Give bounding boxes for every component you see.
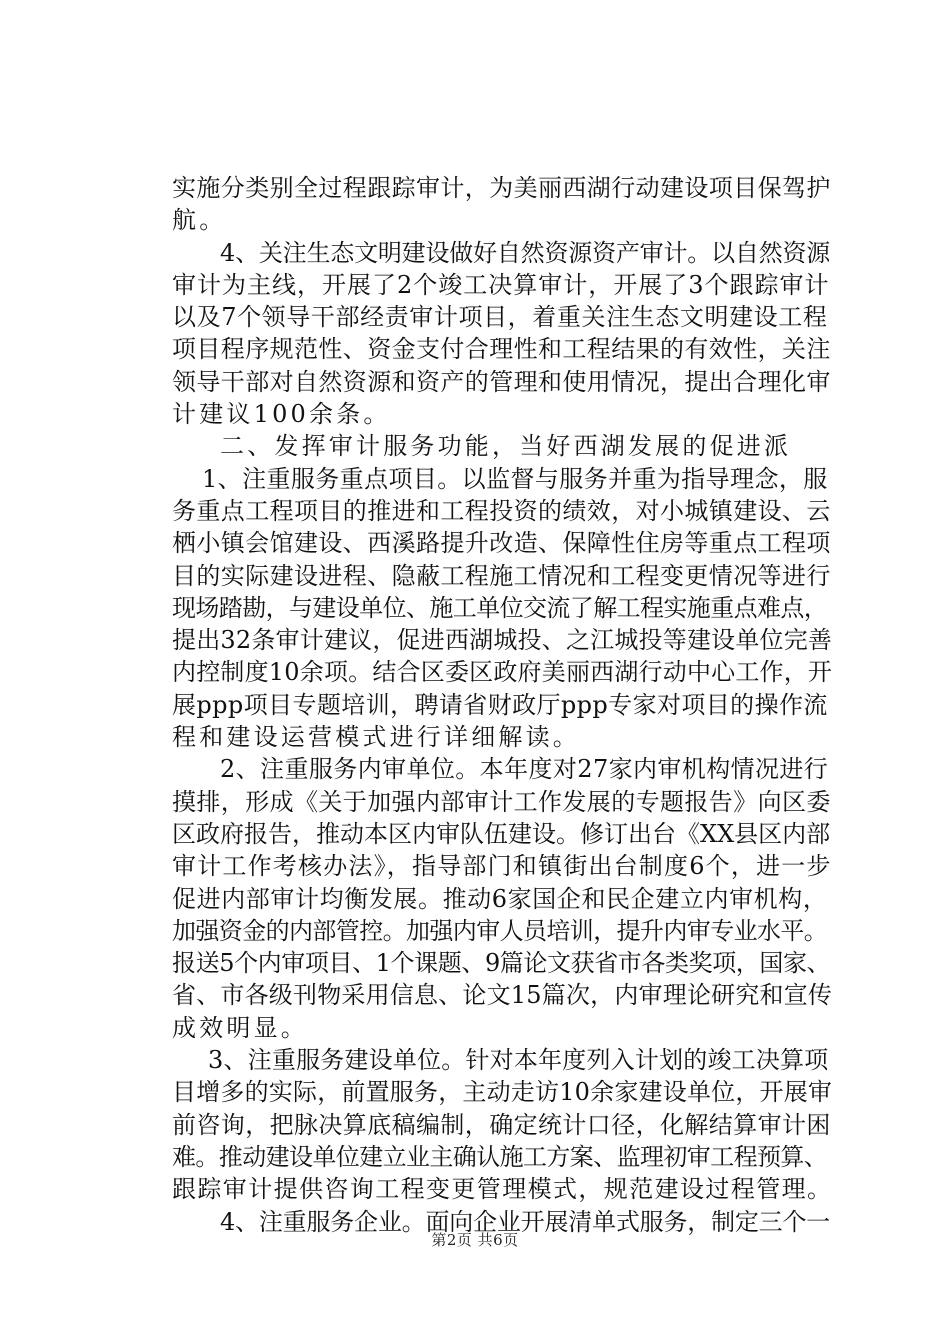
text-line: 务重点工程项目的推进和工程投资的绩效，对小城镇建设、云: [172, 496, 831, 525]
document-body: [172, 172, 832, 1238]
text-line: 审计工作考核办法》，指导部门和镇街出台制度6个，进一步: [172, 852, 832, 881]
text-line: 领导干部对自然资源和资产的管理和使用情况，提出合理化审: [172, 367, 831, 396]
paragraph-start: 4、关注生态文明建设做好自然资源资产审计。以自然资源: [220, 238, 831, 267]
text-line: 省、市各级刊物采用信息、论文15篇次，内审理论研究和宣传: [172, 981, 833, 1010]
text-line: 现场踏勘，与建设单位、施工单位交流了解工程实施重点难点，: [172, 593, 828, 622]
text-line: 目增多的实际，前置服务，主动走访10余家建设单位，开展审: [172, 1078, 833, 1107]
text-line: 报送5个内审项目、1个课题、9篇论文获省市各类奖项，国家、: [172, 949, 831, 978]
text-line: 计建议100余条。: [172, 400, 391, 429]
page-number: 第2页 共6页: [431, 1231, 519, 1249]
text-line: 项目程序规范性、资金支付合理性和工程结果的有效性，关注: [172, 335, 831, 364]
text-line: 成效明显。: [172, 1013, 308, 1042]
paragraph-start: 4、注重服务企业。面向企业开展清单式服务，制定三个一: [220, 1207, 831, 1236]
text-line: 航。: [172, 206, 227, 235]
text-line: 难。推动建设单位建立业主确认施工方案、监理初审工程预算、: [172, 1142, 828, 1171]
paragraph-start: 1、注重服务重点项目。以监督与服务并重为指导理念，服: [202, 464, 828, 493]
paragraph-start: 2、注重服务内审单位。本年度对27家内审机构情况进行: [220, 755, 829, 784]
section-heading: 二、发挥审计服务功能，当好西湖发展的促进派: [220, 432, 792, 461]
text-line: 前咨询，把脉决算底稿编制，确定统计口径，化解结算审计困: [172, 1110, 831, 1139]
text-line: 目的实际建设进程、隐蔽工程施工情况和工程变更情况等进行: [172, 561, 831, 590]
text-line: 加强资金的内部管控。加强内审人员培训，提升内审专业水平。: [172, 916, 828, 945]
text-line: 促进内部审计均衡发展。推动6家国企和民企建立内审机构，: [172, 884, 828, 913]
text-line: 以及7个领导干部经责审计项目，着重关注生态文明建设工程: [172, 303, 828, 332]
text-line: 展ppp项目专题培训，聘请省财政厅ppp专家对项目的操作流: [172, 690, 828, 719]
page-footer: [0, 1229, 950, 1250]
text-line: 跟踪审计提供咨询工程变更管理模式，规范建设过程管理。: [172, 1175, 833, 1204]
paragraph-start: 3、注重服务建设单位。针对本年度列入计划的竣工决算项: [208, 1046, 829, 1075]
text-line: 内控制度10余项。结合区委区政府美丽西湖行动中心工作，开: [172, 658, 833, 687]
text-line: 审计为主线，开展了2个竣工决算审计，开展了3个跟踪审计: [172, 270, 830, 299]
text-line: 区政府报告，推动本区内审队伍建设。修订出台《XX县区内部: [172, 819, 831, 848]
text-line: 摸排，形成《关于加强内部审计工作发展的专题报告》向区委: [172, 787, 831, 816]
text-line: 提出32条审计建议，促进西湖城投、之江城投等建设单位完善: [172, 626, 833, 655]
text-line: 程和建设运营模式进行详细解读。: [172, 723, 580, 752]
text-line: 栖小镇会馆建设、西溪路提升改造、保障性住房等重点工程项: [172, 529, 831, 558]
text-line: 实施分类别全过程跟踪审计，为美丽西湖行动建设项目保驾护: [172, 174, 831, 202]
